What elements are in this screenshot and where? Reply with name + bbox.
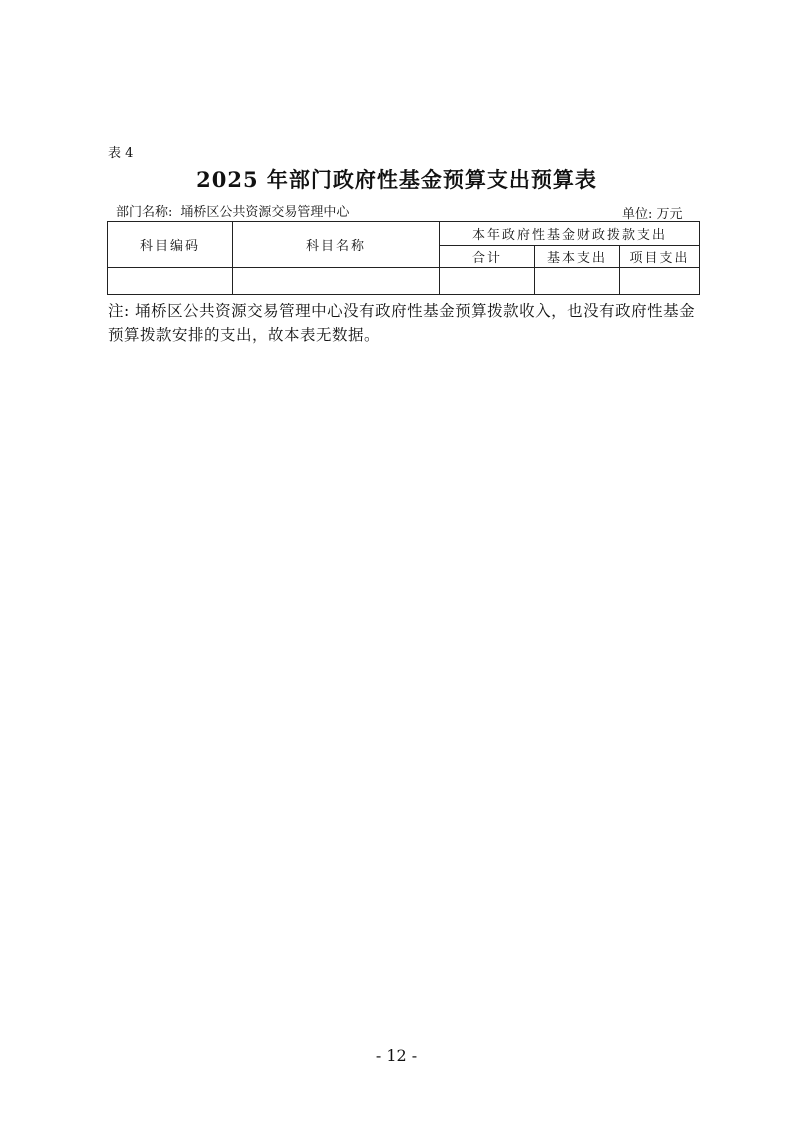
unit-label: 单位: 万元 [622,207,683,222]
header-total: 合计 [440,246,535,268]
header-subject-code: 科目编码 [108,222,233,268]
table-header-row [108,222,700,246]
cell-project [620,268,700,295]
header-project-expenditure: 项目支出 [620,246,700,268]
department-value: 埇桥区公共资源交易管理中心 [180,205,350,220]
department-line [116,201,349,220]
note-text: 注: 埇桥区公共资源交易管理中心没有政府性基金预算拨款收入，也没有政府性基金预算拨款安排的支出，故本表无数据。 [108,302,696,344]
document-title: 2025 年部门政府性基金预算支出预算表 [196,167,597,192]
header-subject-name: 科目名称 [233,222,440,268]
budget-table [107,221,700,295]
cell-total [440,268,535,295]
cell-code [108,268,233,295]
header-fund-expenditure-group: 本年政府性基金财政拨款支出 [440,222,700,246]
page-number: - 12 - [375,1046,418,1065]
cell-basic [535,268,620,295]
table-row [108,268,700,295]
header-basic-expenditure: 基本支出 [535,246,620,268]
table-number-label: 表 4 [108,146,134,161]
cell-name [233,268,440,295]
department-label: 部门名称: [116,205,173,220]
